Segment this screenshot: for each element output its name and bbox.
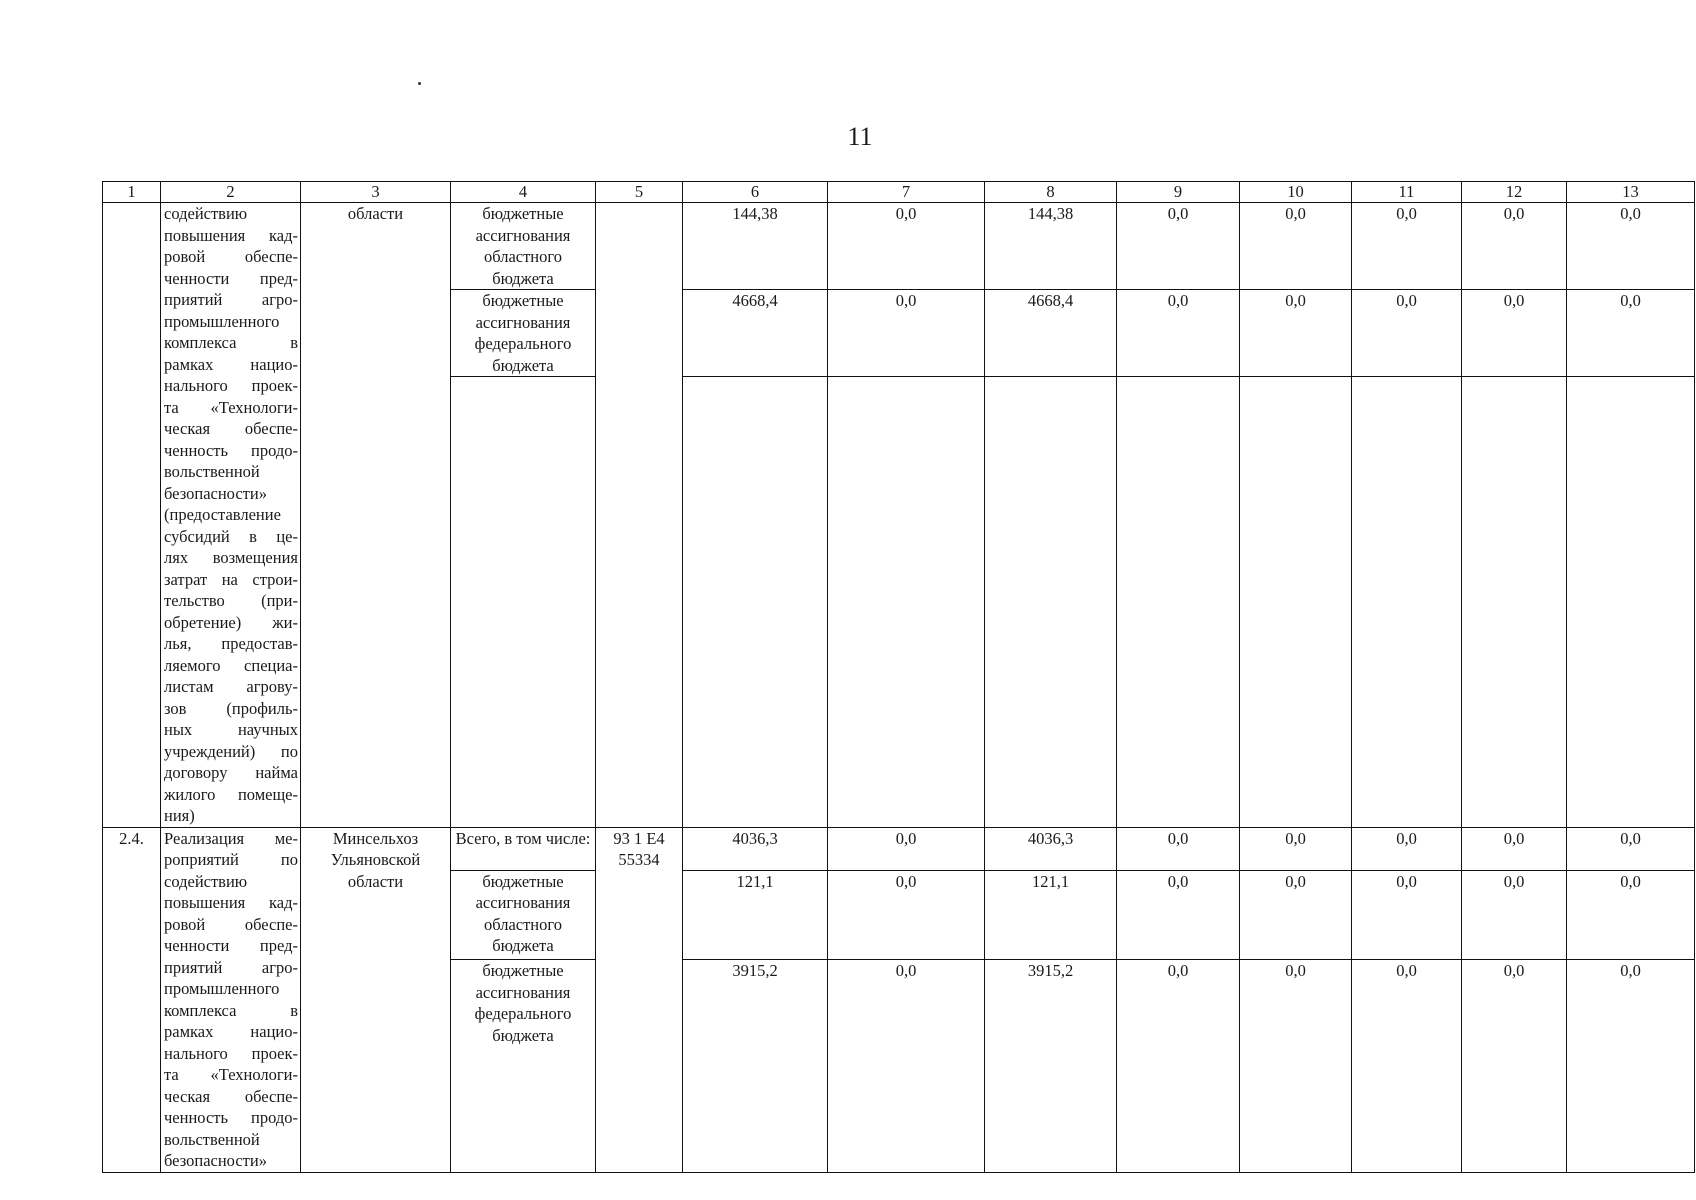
column-number: 11 (1352, 182, 1462, 203)
measure-name-line: жилого помеще- (164, 784, 298, 804)
measure-name-line: (предоставление (164, 505, 281, 524)
measure-name-line: договору найма (164, 763, 298, 782)
value-cell: 0,0 (1352, 827, 1462, 870)
value-cell: 0,0 (1352, 870, 1462, 960)
funding-source: бюджетные ассигнования федерального бюджета (451, 960, 596, 1172)
empty-cell (1240, 377, 1352, 827)
column-number: 3 (301, 182, 451, 203)
measure-name-line: приятий агро- (164, 290, 298, 309)
value-cell: 0,0 (1352, 203, 1462, 290)
measure-name-line: тельство (при- (164, 591, 298, 610)
measure-name-line: ровой обеспе- (164, 914, 298, 934)
measure-name-line: промышленного (164, 311, 280, 331)
value-cell: 144,38 (683, 203, 828, 290)
measure-name-line: ляемого специа- (164, 655, 298, 675)
value-cell: 0,0 (828, 827, 985, 870)
executor: Минсельхоз Ульяновской области (301, 827, 451, 1172)
measure-name-line: обретение) жи- (164, 612, 298, 632)
column-number: 8 (985, 182, 1117, 203)
table-row (103, 203, 1695, 290)
value-cell: 0,0 (1462, 960, 1567, 1172)
measure-name-line: содействию (164, 871, 248, 891)
value-cell: 0,0 (1462, 203, 1567, 290)
measure-name-line: ных научных (164, 720, 298, 739)
column-number: 5 (596, 182, 683, 203)
value-cell: 3915,2 (683, 960, 828, 1172)
column-number: 2 (161, 182, 301, 203)
budget-code: 93 1 E4 55334 (596, 827, 683, 1172)
empty-cell (451, 377, 596, 827)
value-cell: 0,0 (1240, 290, 1352, 377)
measure-name (161, 203, 301, 828)
value-cell: 3915,2 (985, 960, 1117, 1172)
column-number-row (103, 182, 1695, 203)
column-number: 10 (1240, 182, 1352, 203)
measure-name-line: рамках нацио- (164, 1022, 298, 1041)
measure-name-line: та «Технологи- (164, 397, 298, 417)
executor: области (301, 203, 451, 828)
measure-name-line: ченность продо- (164, 1108, 298, 1127)
measure-name-line: учреждений) по (164, 741, 298, 761)
value-cell: 0,0 (1462, 290, 1567, 377)
column-number: 7 (828, 182, 985, 203)
measure-name-line: субсидий в це- (164, 526, 298, 546)
funding-source: бюджетные ассигнования областного бюджета (451, 203, 596, 290)
scan-speck (418, 82, 421, 85)
empty-cell (1567, 377, 1695, 827)
measure-name-line: ченности пред- (164, 936, 298, 955)
value-cell: 0,0 (828, 870, 985, 960)
measure-name-line: содействию (164, 204, 248, 223)
funding-source: бюджетные ассигнования областного бюджета (451, 870, 596, 960)
value-cell: 0,0 (1240, 960, 1352, 1172)
value-cell: 4036,3 (683, 827, 828, 870)
measure-name-line: та «Технологи- (164, 1065, 298, 1084)
column-number: 9 (1117, 182, 1240, 203)
budget-code (596, 203, 683, 828)
value-cell: 121,1 (985, 870, 1117, 960)
measure-name-line: вольственной (164, 1129, 260, 1149)
measure-name-line: вольственной (164, 462, 260, 481)
measure-name-line: комплекса в (164, 333, 298, 352)
empty-cell (985, 377, 1117, 827)
value-cell: 121,1 (683, 870, 828, 960)
empty-cell (683, 377, 828, 827)
measure-name-line: листам агрову- (164, 677, 298, 696)
table-row (103, 827, 1695, 870)
value-cell: 0,0 (1240, 203, 1352, 290)
value-cell: 4668,4 (985, 290, 1117, 377)
measure-name-line: Реализация ме- (164, 828, 298, 848)
value-cell: 0,0 (1240, 827, 1352, 870)
measure-name-line: роприятий по (164, 850, 298, 869)
value-cell: 4668,4 (683, 290, 828, 377)
value-cell: 0,0 (1462, 827, 1567, 870)
budget-table (102, 181, 1695, 1173)
empty-cell (828, 377, 985, 827)
row-number (103, 203, 161, 828)
value-cell: 0,0 (1117, 203, 1240, 290)
value-cell: 0,0 (1117, 827, 1240, 870)
measure-name-line: ческая обеспе- (164, 1086, 298, 1106)
empty-cell (1352, 377, 1462, 827)
measure-name-line: затрат на строи- (164, 569, 298, 589)
measure-name-line: комплекса в (164, 1000, 298, 1020)
value-cell: 0,0 (1567, 870, 1695, 960)
measure-name (161, 827, 301, 1172)
measure-name-line: зов (профиль- (164, 698, 298, 718)
measure-name-line: приятий агро- (164, 957, 298, 977)
measure-name-line: ченности пред- (164, 268, 298, 288)
value-cell: 0,0 (828, 203, 985, 290)
measure-name-line: лья, предостав- (164, 634, 298, 653)
measure-name-line: рамках нацио- (164, 354, 298, 374)
column-number: 6 (683, 182, 828, 203)
value-cell: 4036,3 (985, 827, 1117, 870)
measure-name-line: промышленного (164, 979, 280, 998)
funding-source: бюджетные ассигнования федерального бюджета (451, 290, 596, 377)
measure-name-line: ческая обеспе- (164, 419, 298, 438)
page-number: 11 (847, 122, 873, 151)
measure-name-line: безопасности» (164, 1151, 267, 1170)
column-number: 1 (103, 182, 161, 203)
value-cell: 0,0 (1352, 960, 1462, 1172)
value-cell: 0,0 (1567, 203, 1695, 290)
measure-name-line: нального проек- (164, 376, 298, 395)
measure-name-line: лях возмещения (164, 548, 298, 567)
measure-name-line: ровой обеспе- (164, 247, 298, 266)
value-cell: 0,0 (1567, 960, 1695, 1172)
value-cell: 0,0 (1567, 827, 1695, 870)
value-cell: 0,0 (1240, 870, 1352, 960)
empty-cell (1462, 377, 1567, 827)
measure-name-line: повышения кад- (164, 225, 298, 245)
measure-name-line: повышения кад- (164, 893, 298, 912)
column-number: 4 (451, 182, 596, 203)
measure-name-line: ния) (164, 806, 195, 825)
value-cell: 0,0 (1567, 290, 1695, 377)
value-cell: 0,0 (828, 960, 985, 1172)
value-cell: 0,0 (828, 290, 985, 377)
column-number: 13 (1567, 182, 1695, 203)
measure-name-line: ченность продо- (164, 440, 298, 460)
empty-cell (1117, 377, 1240, 827)
funding-source: Всего, в том числе: (451, 827, 596, 870)
value-cell: 0,0 (1117, 960, 1240, 1172)
row-number: 2.4. (103, 827, 161, 1172)
value-cell: 0,0 (1352, 290, 1462, 377)
value-cell: 0,0 (1462, 870, 1567, 960)
value-cell: 144,38 (985, 203, 1117, 290)
value-cell: 0,0 (1117, 290, 1240, 377)
value-cell: 0,0 (1117, 870, 1240, 960)
measure-name-line: безопасности» (164, 483, 267, 503)
measure-name-line: нального проек- (164, 1043, 298, 1063)
column-number: 12 (1462, 182, 1567, 203)
